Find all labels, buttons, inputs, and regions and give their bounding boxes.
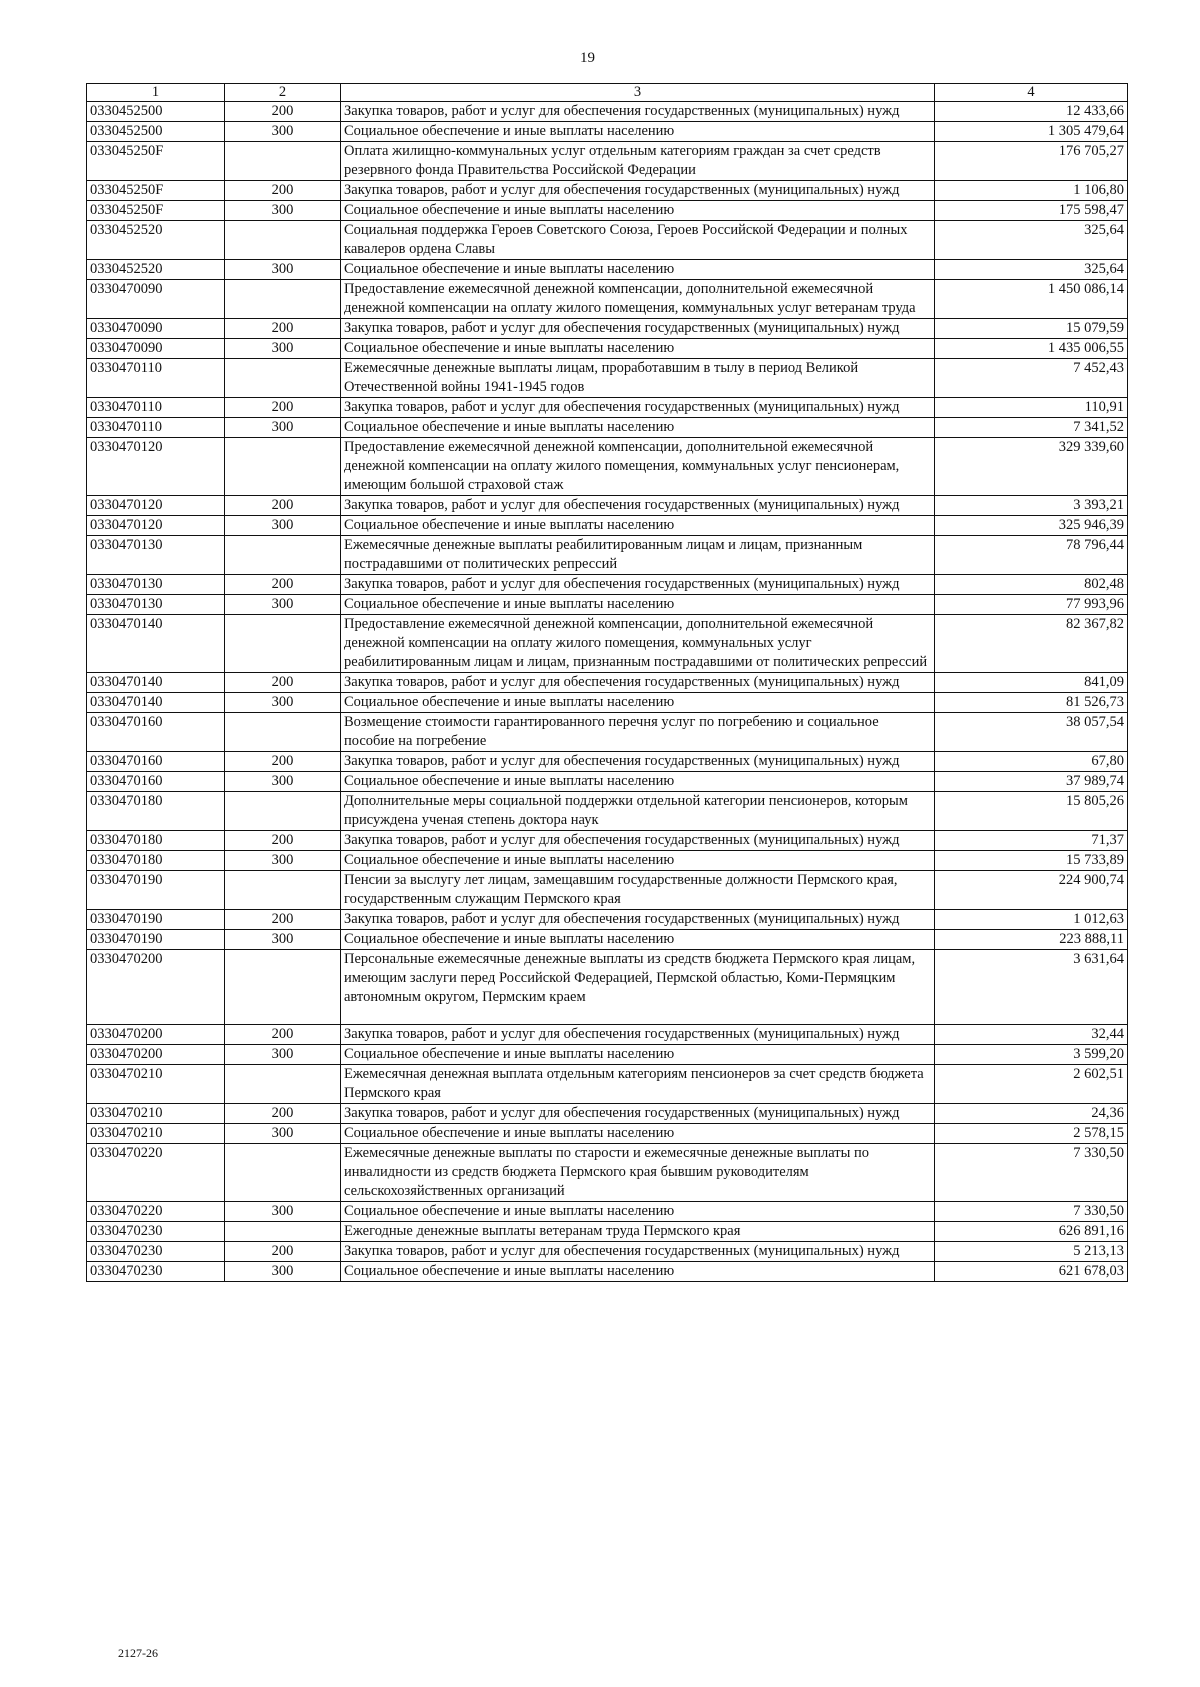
amount-cell: 1 435 006,55 (935, 339, 1128, 359)
expense-type-cell: 300 (225, 122, 341, 142)
target-code-cell: 0330470200 (87, 1045, 225, 1065)
target-code-cell: 0330470200 (87, 950, 225, 1025)
amount-cell: 626 891,16 (935, 1222, 1128, 1242)
table-row (87, 1104, 1128, 1124)
target-code-cell: 0330470190 (87, 910, 225, 930)
amount-cell: 1 450 086,14 (935, 280, 1128, 319)
target-code-cell: 0330452500 (87, 102, 225, 122)
target-code-cell: 0330452520 (87, 260, 225, 280)
description-cell: Закупка товаров, работ и услуг для обеспечения государственных (муниципальных) нужд (341, 910, 935, 930)
table-row (87, 1025, 1128, 1045)
target-code-cell: 0330470090 (87, 319, 225, 339)
budget-table (86, 83, 1128, 1282)
amount-cell: 802,48 (935, 575, 1128, 595)
expense-type-cell: 300 (225, 693, 341, 713)
expense-type-cell (225, 280, 341, 319)
description-cell: Пенсии за выслугу лет лицам, замещавшим государственные должности Пермского края, государственным служащим Пермского края (341, 871, 935, 910)
target-code-cell: 0330470160 (87, 772, 225, 792)
expense-type-cell: 300 (225, 1262, 341, 1282)
expense-type-cell: 200 (225, 319, 341, 339)
expense-type-cell (225, 1144, 341, 1202)
expense-type-cell: 200 (225, 910, 341, 930)
table-row (87, 181, 1128, 201)
description-cell: Социальное обеспечение и иные выплаты населению (341, 772, 935, 792)
target-code-cell: 033045250F (87, 142, 225, 181)
target-code-cell: 0330470210 (87, 1104, 225, 1124)
amount-cell: 7 330,50 (935, 1202, 1128, 1222)
table-row (87, 1065, 1128, 1104)
target-code-cell: 0330470120 (87, 438, 225, 496)
description-cell: Закупка товаров, работ и услуг для обеспечения государственных (муниципальных) нужд (341, 181, 935, 201)
description-cell: Социальная поддержка Героев Советского Союза, Героев Российской Федерации и полных кавалеров ордена Славы (341, 221, 935, 260)
expense-type-cell: 200 (225, 752, 341, 772)
expense-type-cell: 300 (225, 339, 341, 359)
expense-type-cell: 300 (225, 772, 341, 792)
table-row (87, 280, 1128, 319)
expense-type-cell: 300 (225, 260, 341, 280)
amount-cell: 7 341,52 (935, 418, 1128, 438)
amount-cell: 15 079,59 (935, 319, 1128, 339)
amount-cell: 12 433,66 (935, 102, 1128, 122)
table-row (87, 1222, 1128, 1242)
description-cell: Социальное обеспечение и иные выплаты населению (341, 1262, 935, 1282)
table-row (87, 1144, 1128, 1202)
description-cell: Предоставление ежемесячной денежной компенсации, дополнительной ежемесячной денежной компенсации на оплату жилого помещения, коммунальных услуг реабилитированным лицам и лицам, признанным пострадавшими от политических репрессий (341, 615, 935, 673)
target-code-cell: 0330470190 (87, 871, 225, 910)
description-cell: Социальное обеспечение и иные выплаты населению (341, 260, 935, 280)
amount-cell: 82 367,82 (935, 615, 1128, 673)
table-row (87, 910, 1128, 930)
amount-cell: 38 057,54 (935, 713, 1128, 752)
amount-cell: 77 993,96 (935, 595, 1128, 615)
table-header (87, 84, 1128, 102)
page-number: 19 (580, 50, 595, 66)
table-row (87, 398, 1128, 418)
description-cell: Социальное обеспечение и иные выплаты населению (341, 201, 935, 221)
table-row (87, 221, 1128, 260)
expense-type-cell: 200 (225, 398, 341, 418)
description-cell: Социальное обеспечение и иные выплаты населению (341, 930, 935, 950)
expense-type-cell (225, 359, 341, 398)
amount-cell: 621 678,03 (935, 1262, 1128, 1282)
amount-cell: 32,44 (935, 1025, 1128, 1045)
description-cell: Закупка товаров, работ и услуг для обеспечения государственных (муниципальных) нужд (341, 319, 935, 339)
amount-cell: 2 578,15 (935, 1124, 1128, 1144)
target-code-cell: 0330470120 (87, 516, 225, 536)
description-cell: Закупка товаров, работ и услуг для обеспечения государственных (муниципальных) нужд (341, 575, 935, 595)
target-code-cell: 0330470230 (87, 1242, 225, 1262)
table-row (87, 142, 1128, 181)
amount-cell: 3 599,20 (935, 1045, 1128, 1065)
target-code-cell: 0330470140 (87, 673, 225, 693)
target-code-cell: 0330470200 (87, 1025, 225, 1045)
target-code-cell: 0330470180 (87, 792, 225, 831)
description-cell: Предоставление ежемесячной денежной компенсации, дополнительной ежемесячной денежной компенсации на оплату жилого помещения, коммунальных услуг пенсионерам, имеющим большой страховой стаж (341, 438, 935, 496)
column-header-3: 3 (341, 84, 935, 102)
table-row (87, 673, 1128, 693)
description-cell: Закупка товаров, работ и услуг для обеспечения государственных (муниципальных) нужд (341, 1025, 935, 1045)
table-row (87, 831, 1128, 851)
target-code-cell: 0330470130 (87, 595, 225, 615)
table-row (87, 102, 1128, 122)
expense-type-cell (225, 615, 341, 673)
table-row (87, 713, 1128, 752)
amount-cell: 1 106,80 (935, 181, 1128, 201)
target-code-cell: 0330470210 (87, 1124, 225, 1144)
target-code-cell: 0330470180 (87, 851, 225, 871)
column-header-2: 2 (225, 84, 341, 102)
target-code-cell: 0330470110 (87, 418, 225, 438)
table-row (87, 772, 1128, 792)
target-code-cell: 0330470230 (87, 1222, 225, 1242)
table-row (87, 1242, 1128, 1262)
table-body (87, 102, 1128, 1282)
column-header-1: 1 (87, 84, 225, 102)
header-row (87, 84, 1128, 102)
expense-type-cell (225, 438, 341, 496)
table-row (87, 693, 1128, 713)
description-cell: Ежемесячные денежные выплаты реабилитированным лицам и лицам, признанным пострадавшими от политических репрессий (341, 536, 935, 575)
amount-cell: 71,37 (935, 831, 1128, 851)
target-code-cell: 0330470220 (87, 1202, 225, 1222)
description-cell: Закупка товаров, работ и услуг для обеспечения государственных (муниципальных) нужд (341, 752, 935, 772)
expense-type-cell: 300 (225, 1202, 341, 1222)
amount-cell: 223 888,11 (935, 930, 1128, 950)
amount-cell: 176 705,27 (935, 142, 1128, 181)
description-cell: Оплата жилищно-коммунальных услуг отдельным категориям граждан за счет средств резервного фонда Правительства Российской Федерации (341, 142, 935, 181)
amount-cell: 15 805,26 (935, 792, 1128, 831)
table-row (87, 319, 1128, 339)
description-cell: Возмещение стоимости гарантированного перечня услуг по погребению и социальное пособие на погребение (341, 713, 935, 752)
amount-cell: 67,80 (935, 752, 1128, 772)
description-cell: Социальное обеспечение и иные выплаты населению (341, 851, 935, 871)
expense-type-cell (225, 536, 341, 575)
description-cell: Закупка товаров, работ и услуг для обеспечения государственных (муниципальных) нужд (341, 1104, 935, 1124)
target-code-cell: 0330470120 (87, 496, 225, 516)
amount-cell: 110,91 (935, 398, 1128, 418)
amount-cell: 1 012,63 (935, 910, 1128, 930)
description-cell: Ежемесячные денежные выплаты по старости и ежемесячные денежные выплаты по инвалидности из средств бюджета Пермского края бывшим руководителям сельскохозяйственных организаций (341, 1144, 935, 1202)
expense-type-cell (225, 950, 341, 1025)
table-row (87, 595, 1128, 615)
description-cell: Социальное обеспечение и иные выплаты населению (341, 122, 935, 142)
expense-type-cell: 200 (225, 673, 341, 693)
amount-cell: 78 796,44 (935, 536, 1128, 575)
table-row (87, 1124, 1128, 1144)
expense-type-cell: 200 (225, 575, 341, 595)
table-row (87, 516, 1128, 536)
table-row (87, 438, 1128, 496)
description-cell: Ежемесячная денежная выплата отдельным категориям пенсионеров за счет средств бюджета Пермского края (341, 1065, 935, 1104)
expense-type-cell (225, 1065, 341, 1104)
amount-cell: 24,36 (935, 1104, 1128, 1124)
table-row (87, 575, 1128, 595)
expense-type-cell (225, 1222, 341, 1242)
table-row (87, 359, 1128, 398)
amount-cell: 329 339,60 (935, 438, 1128, 496)
table-row (87, 1045, 1128, 1065)
target-code-cell: 0330470210 (87, 1065, 225, 1104)
expense-type-cell (225, 142, 341, 181)
table-row (87, 1262, 1128, 1282)
table-row (87, 792, 1128, 831)
expense-type-cell (225, 221, 341, 260)
expense-type-cell: 300 (225, 201, 341, 221)
table-row (87, 260, 1128, 280)
description-cell: Закупка товаров, работ и услуг для обеспечения государственных (муниципальных) нужд (341, 673, 935, 693)
document-footer-code: 2127-26 (118, 1646, 158, 1660)
target-code-cell: 0330470140 (87, 615, 225, 673)
target-code-cell: 0330470090 (87, 280, 225, 319)
amount-cell: 7 452,43 (935, 359, 1128, 398)
table-row (87, 122, 1128, 142)
description-cell: Ежегодные денежные выплаты ветеранам труда Пермского края (341, 1222, 935, 1242)
description-cell: Социальное обеспечение и иные выплаты населению (341, 693, 935, 713)
target-code-cell: 0330452520 (87, 221, 225, 260)
expense-type-cell: 200 (225, 181, 341, 201)
target-code-cell: 0330470190 (87, 930, 225, 950)
expense-type-cell: 200 (225, 1025, 341, 1045)
description-cell: Закупка товаров, работ и услуг для обеспечения государственных (муниципальных) нужд (341, 831, 935, 851)
table-row (87, 752, 1128, 772)
description-cell: Социальное обеспечение и иные выплаты населению (341, 339, 935, 359)
description-cell: Закупка товаров, работ и услуг для обеспечения государственных (муниципальных) нужд (341, 398, 935, 418)
amount-cell: 325,64 (935, 221, 1128, 260)
table-row (87, 201, 1128, 221)
table-row (87, 536, 1128, 575)
expense-type-cell: 300 (225, 930, 341, 950)
description-cell: Закупка товаров, работ и услуг для обеспечения государственных (муниципальных) нужд (341, 1242, 935, 1262)
table-row (87, 930, 1128, 950)
table-row (87, 851, 1128, 871)
amount-cell: 325,64 (935, 260, 1128, 280)
amount-cell: 3 393,21 (935, 496, 1128, 516)
description-cell: Социальное обеспечение и иные выплаты населению (341, 1124, 935, 1144)
target-code-cell: 0330470160 (87, 713, 225, 752)
description-cell: Ежемесячные денежные выплаты лицам, проработавшим в тылу в период Великой Отечественной войны 1941-1945 годов (341, 359, 935, 398)
target-code-cell: 0330470180 (87, 831, 225, 851)
amount-cell: 3 631,64 (935, 950, 1128, 1025)
target-code-cell: 0330470230 (87, 1262, 225, 1282)
target-code-cell: 033045250F (87, 201, 225, 221)
description-cell: Закупка товаров, работ и услуг для обеспечения государственных (муниципальных) нужд (341, 102, 935, 122)
amount-cell: 81 526,73 (935, 693, 1128, 713)
amount-cell: 7 330,50 (935, 1144, 1128, 1202)
table-row (87, 871, 1128, 910)
description-cell: Закупка товаров, работ и услуг для обеспечения государственных (муниципальных) нужд (341, 496, 935, 516)
target-code-cell: 0330470110 (87, 359, 225, 398)
expense-type-cell: 300 (225, 595, 341, 615)
amount-cell: 325 946,39 (935, 516, 1128, 536)
amount-cell: 37 989,74 (935, 772, 1128, 792)
target-code-cell: 0330470140 (87, 693, 225, 713)
expense-type-cell: 200 (225, 1104, 341, 1124)
description-cell: Социальное обеспечение и иные выплаты населению (341, 1202, 935, 1222)
table-row (87, 339, 1128, 359)
target-code-cell: 0330470130 (87, 536, 225, 575)
target-code-cell: 0330470160 (87, 752, 225, 772)
amount-cell: 2 602,51 (935, 1065, 1128, 1104)
table-row (87, 950, 1128, 1025)
expense-type-cell (225, 792, 341, 831)
expense-type-cell: 300 (225, 1045, 341, 1065)
expense-type-cell: 300 (225, 516, 341, 536)
description-cell: Персональные ежемесячные денежные выплаты из средств бюджета Пермского края лицам, имеющим заслуги перед Российской Федерацией, Пермской областью, Коми-Пермяцким автономным округом, Пермским краем (341, 950, 935, 1025)
expense-type-cell: 300 (225, 851, 341, 871)
column-header-4: 4 (935, 84, 1128, 102)
table-row (87, 418, 1128, 438)
expense-type-cell (225, 713, 341, 752)
description-cell: Социальное обеспечение и иные выплаты населению (341, 516, 935, 536)
amount-cell: 1 305 479,64 (935, 122, 1128, 142)
amount-cell: 5 213,13 (935, 1242, 1128, 1262)
description-cell: Дополнительные меры социальной поддержки отдельной категории пенсионеров, которым присуждена ученая степень доктора наук (341, 792, 935, 831)
target-code-cell: 0330452500 (87, 122, 225, 142)
description-cell: Социальное обеспечение и иные выплаты населению (341, 418, 935, 438)
amount-cell: 175 598,47 (935, 201, 1128, 221)
target-code-cell: 033045250F (87, 181, 225, 201)
amount-cell: 15 733,89 (935, 851, 1128, 871)
expense-type-cell: 200 (225, 831, 341, 851)
expense-type-cell (225, 871, 341, 910)
target-code-cell: 0330470110 (87, 398, 225, 418)
table-row (87, 615, 1128, 673)
expense-type-cell: 200 (225, 1242, 341, 1262)
table-row (87, 1202, 1128, 1222)
expense-type-cell: 200 (225, 102, 341, 122)
amount-cell: 224 900,74 (935, 871, 1128, 910)
amount-cell: 841,09 (935, 673, 1128, 693)
description-cell: Социальное обеспечение и иные выплаты населению (341, 1045, 935, 1065)
table-row (87, 496, 1128, 516)
description-cell: Социальное обеспечение и иные выплаты населению (341, 595, 935, 615)
expense-type-cell: 200 (225, 496, 341, 516)
target-code-cell: 0330470220 (87, 1144, 225, 1202)
expense-type-cell: 300 (225, 418, 341, 438)
target-code-cell: 0330470090 (87, 339, 225, 359)
target-code-cell: 0330470130 (87, 575, 225, 595)
expense-type-cell: 300 (225, 1124, 341, 1144)
description-cell: Предоставление ежемесячной денежной компенсации, дополнительной ежемесячной денежной компенсации на оплату жилого помещения, коммунальных услуг ветеранам труда (341, 280, 935, 319)
